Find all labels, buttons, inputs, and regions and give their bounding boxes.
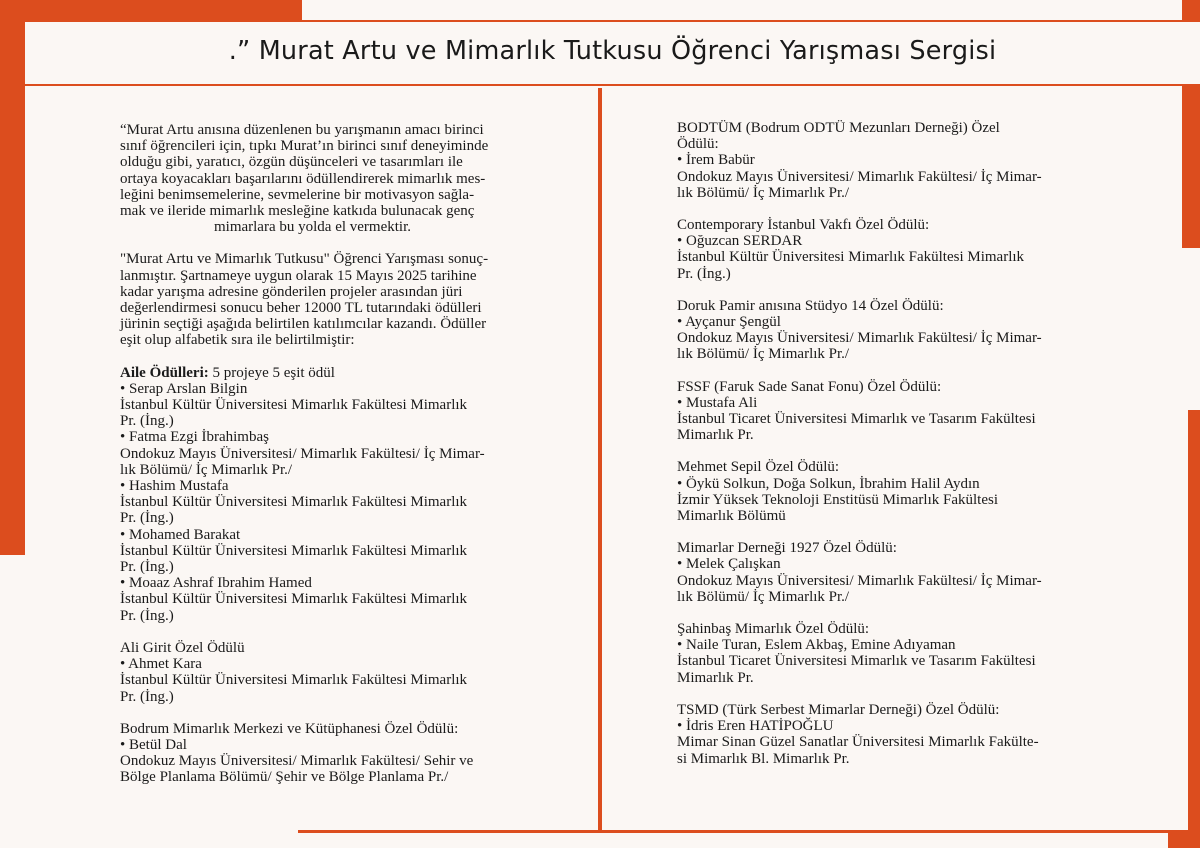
intro-line: sınıf öğrencileri için, tıpkı Murat’ın birinci sınıf deneyiminde: [120, 138, 489, 155]
award-heading: Contemporary İstanbul Vakfı Özel Ödülü:: [677, 217, 930, 234]
award-line: Ondokuz Mayıs Üniversitesi/ Mimarlık Fakültesi/ İç Mimar-: [677, 572, 1042, 589]
award-heading: Ali Girit Özel Ödülü: [120, 639, 245, 656]
award-line: • Serap Arslan Bilgin: [120, 380, 248, 397]
award-heading: BODTÜM (Bodrum ODTÜ Mezunları Derneği) Özel: [677, 120, 1000, 136]
intro-paragraph: [120, 122, 505, 235]
family-awards: [120, 365, 505, 624]
intro-line: ortaya koyacakları başarılarını ödüllendirerek mimarlık mes-: [120, 170, 486, 187]
award-line: lık Bölümü/ İç Mimarlık Pr./: [120, 461, 293, 478]
award-block: [677, 298, 1097, 363]
decor-left-bar: [0, 0, 25, 555]
award-line: İstanbul Ticaret Üniversitesi Mimarlık ve Tasarım Fakültesi: [677, 653, 1036, 670]
award-line: • Ahmet Kara: [120, 656, 202, 673]
award-line: İzmir Yüksek Teknoloji Enstitüsü Mimarlık Fakültesi: [677, 491, 999, 508]
award-line: Mimarlık Pr.: [677, 427, 754, 444]
award-line: • İrem Babür: [677, 152, 755, 169]
award-block: [677, 540, 1097, 605]
title-banner: [25, 20, 1200, 86]
decor-bottom-right: [1168, 832, 1200, 848]
award-line: Mimar Sinan Güzel Sanatlar Üniversitesi Mimarlık Fakülte-: [677, 734, 1039, 751]
award-line: • Melek Çalışkan: [677, 556, 781, 573]
award-block: [677, 459, 1097, 524]
award-line: İstanbul Kültür Üniversitesi Mimarlık Fakültesi Mimarlık: [120, 591, 468, 608]
award-line: • Naile Turan, Eslem Akbaş, Emine Adıyaman: [677, 637, 956, 654]
award-line: Ondokuz Mayıs Üniversitesi/ Mimarlık Fakültesi/ İç Mimar-: [677, 168, 1042, 185]
intro-line: “Murat Artu anısına düzenlenen bu yarışmanın amacı birinci: [120, 122, 484, 138]
results-line: değerlendirmesi sonucu beher 12000 TL tutarındaki ödülleri: [120, 300, 482, 317]
award-heading: Ödülü:: [677, 136, 719, 153]
award-line: • Mohamed Barakat: [120, 526, 241, 543]
award-line: Pr. (İng.): [120, 510, 174, 527]
award-line: Ondokuz Mayıs Üniversitesi/ Mimarlık Fakültesi/ Sehir ve: [120, 753, 474, 770]
intro-line: mak ve ileride mimarlık mesleğine katkıda bulunacak genç: [120, 203, 475, 220]
results-line: kadar yarışma adresine gönderilen projeler arasından jüri: [120, 283, 463, 300]
award-line: Ondokuz Mayıs Üniversitesi/ Mimarlık Fakültesi/ İç Mimar-: [120, 445, 485, 462]
results-line: jürinin seçtiği aşağıda belirtilen katılımcılar kazandı. Ödüller: [120, 316, 487, 333]
award-heading: FSSF (Faruk Sade Sanat Fonu) Özel Ödülü:: [677, 378, 942, 395]
award-line: İstanbul Kültür Üniversitesi Mimarlık Fakültesi Mimarlık: [120, 397, 468, 414]
decor-right-bar-lower: [1188, 410, 1200, 848]
award-line: Mimarlık Pr.: [677, 669, 754, 686]
right-column: [677, 120, 1097, 767]
award-block: [677, 379, 1097, 444]
decor-top-block: [0, 0, 302, 20]
award-block: [677, 702, 1097, 767]
award-line: Pr. (İng.): [677, 265, 731, 282]
award-line: İstanbul Kültür Üniversitesi Mimarlık Fakültesi Mimarlık: [120, 542, 468, 559]
award-heading: TSMD (Türk Serbest Mimarlar Derneği) Özel Ödülü:: [677, 701, 1000, 718]
decor-bottom-line: [298, 830, 1200, 833]
results-line: eşit olup alfabetik sıra ile belirtilmiştir:: [120, 332, 355, 349]
award-block: [677, 621, 1097, 686]
award-line: lık Bölümü/ İç Mimarlık Pr./: [677, 346, 850, 363]
award-line: Mimarlık Bölümü: [677, 508, 786, 525]
page-title: .” Murat Artu ve Mimarlık Tutkusu Öğrenci Yarışması Sergisi: [228, 36, 997, 66]
intro-line: mimarlara bu yolda el vermektir.: [213, 219, 411, 236]
award-line: • Ayçanur Şengül: [677, 314, 781, 331]
award-line: lık Bölümü/ İç Mimarlık Pr./: [677, 588, 850, 605]
decor-divider-line: [598, 88, 602, 830]
award-line: • Öykü Solkun, Doğa Solkun, İbrahim Halil Aydın: [677, 475, 980, 492]
award-block: [677, 120, 1097, 201]
award-block: [120, 721, 505, 786]
family-award-desc: 5 projeye 5 eşit ödül: [208, 364, 335, 381]
award-line: Pr. (İng.): [120, 688, 174, 705]
award-line: si Mimarlık Bl. Mimarlık Pr.: [677, 750, 850, 767]
award-line: • Mustafa Ali: [677, 394, 758, 411]
award-line: • Fatma Ezgi İbrahimbaş: [120, 429, 269, 446]
intro-line: leğini benimsemelerine, sevmelerine bir motivasyon sağla-: [120, 186, 475, 203]
award-line: Pr. (İng.): [120, 607, 174, 624]
award-line: Pr. (İng.): [120, 559, 174, 576]
award-block: [120, 640, 505, 705]
award-line: • Hashim Mustafa: [120, 478, 229, 495]
award-line: • Moaaz Ashraf Ibrahim Hamed: [120, 575, 312, 592]
award-line: • Oğuzcan SERDAR: [677, 233, 803, 250]
family-award-label: Aile Ödülleri:: [120, 364, 209, 381]
award-line: • İdris Eren HATİPOĞLU: [677, 718, 834, 735]
award-line: İstanbul Kültür Üniversitesi Mimarlık Fakültesi Mimarlık: [120, 672, 468, 689]
award-heading: Bodrum Mimarlık Merkezi ve Kütüphanesi Özel Ödülü:: [120, 720, 459, 737]
award-line: İstanbul Kültür Üniversitesi Mimarlık Fakültesi Mimarlık: [677, 249, 1025, 266]
award-line: Ondokuz Mayıs Üniversitesi/ Mimarlık Fakültesi/ İç Mimar-: [677, 330, 1042, 347]
award-line: İstanbul Kültür Üniversitesi Mimarlık Fakültesi Mimarlık: [120, 494, 468, 511]
results-line: "Murat Artu ve Mimarlık Tutkusu" Öğrenci Yarışması sonuç-: [120, 251, 489, 268]
award-line: • Betül Dal: [120, 736, 187, 753]
award-heading: Mehmet Sepil Özel Ödülü:: [677, 459, 840, 476]
intro-line: olduğu gibi, yaratıcı, özgün düşünceleri ve tasarımları ile: [120, 154, 463, 171]
award-block: [677, 217, 1097, 282]
results-paragraph: [120, 251, 505, 348]
award-line: İstanbul Ticaret Üniversitesi Mimarlık ve Tasarım Fakültesi: [677, 411, 1036, 428]
award-heading: Şahinbaş Mimarlık Özel Ödülü:: [677, 621, 870, 638]
award-line: Bölge Planlama Bölümü/ Şehir ve Bölge Planlama Pr./: [120, 769, 449, 786]
left-column: [120, 122, 505, 786]
award-line: lık Bölümü/ İç Mimarlık Pr./: [677, 184, 850, 201]
award-heading: Mimarlar Derneği 1927 Özel Ödülü:: [677, 540, 897, 557]
results-line: lanmıştır. Şartnameye uygun olarak 15 Mayıs 2025 tarihine: [120, 267, 477, 284]
family-award-heading: [120, 365, 505, 381]
award-heading: Doruk Pamir anısına Stüdyo 14 Özel Ödülü:: [677, 297, 944, 314]
award-line: Pr. (İng.): [120, 413, 174, 430]
